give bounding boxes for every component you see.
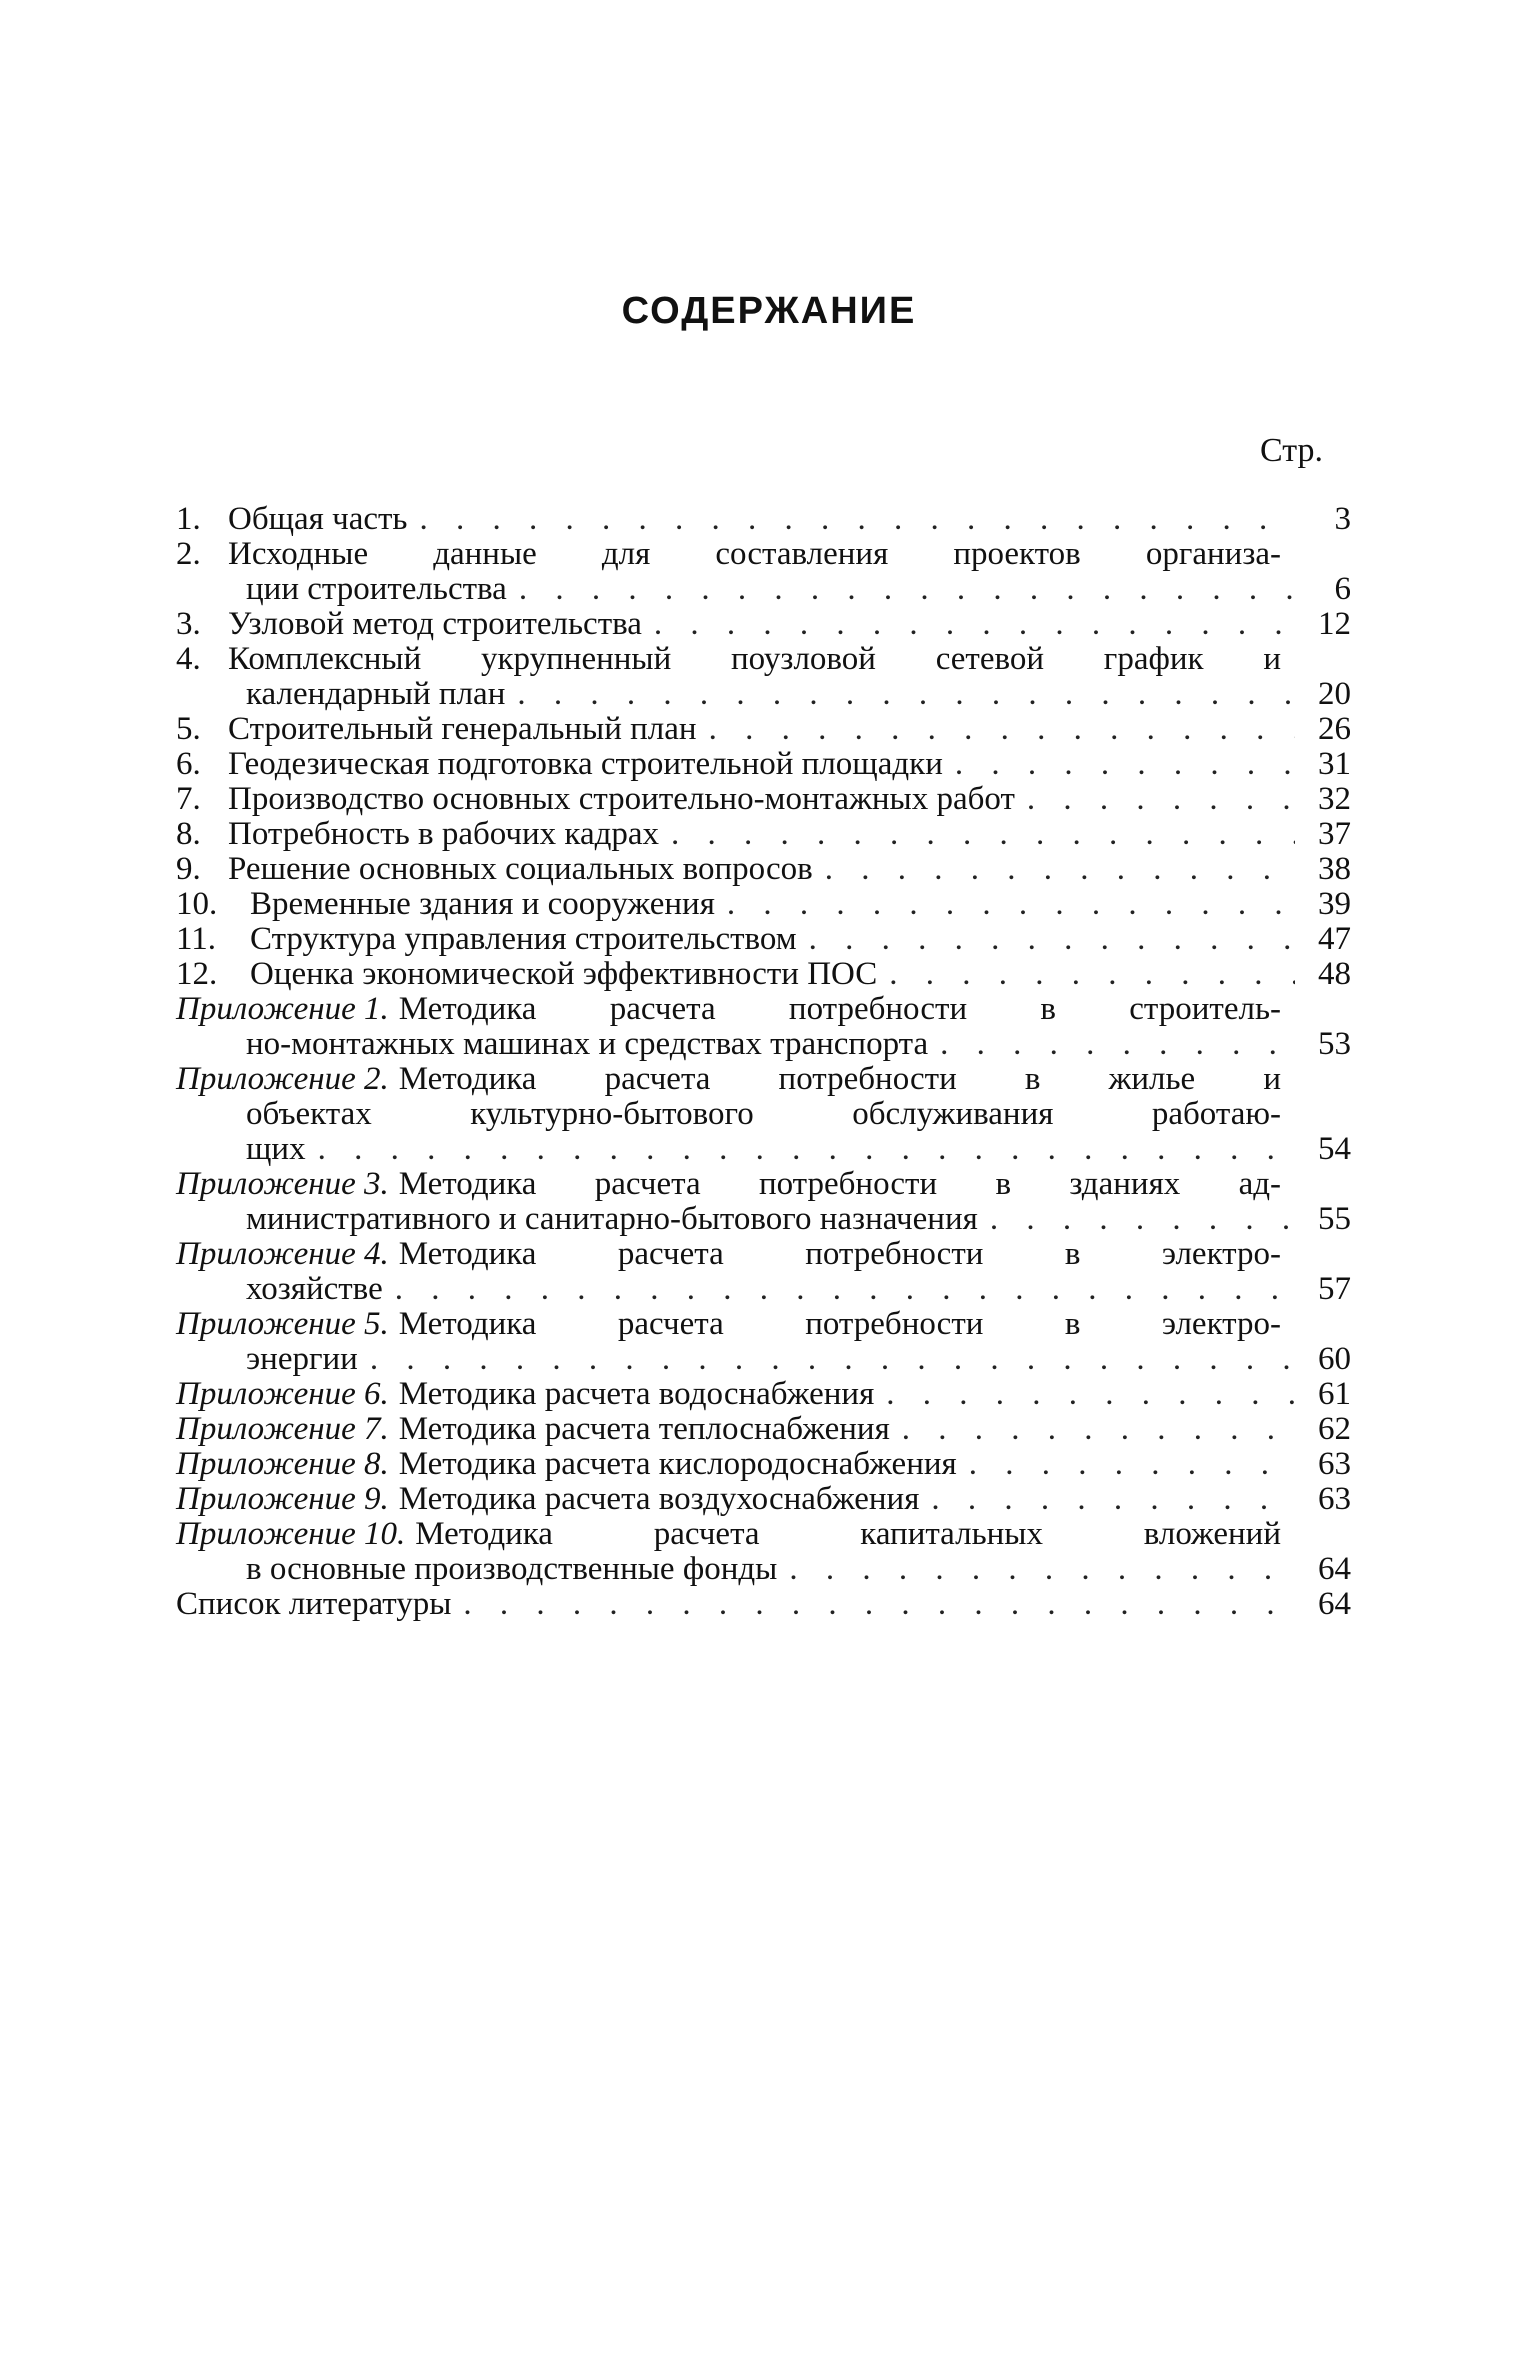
table-of-contents xyxy=(176,502,1351,1622)
toc-entry[interactable] xyxy=(176,992,1351,1062)
appendix-label: Приложение 10. xyxy=(176,1516,406,1552)
toc-entry-line xyxy=(176,852,1351,887)
dot-leader xyxy=(517,677,1295,712)
dot-leader xyxy=(940,1027,1295,1062)
toc-entry[interactable] xyxy=(176,1517,1351,1587)
toc-entry[interactable] xyxy=(176,607,1351,642)
entry-number: 12. xyxy=(176,956,218,992)
entry-text: энергии xyxy=(246,1341,358,1377)
toc-entry[interactable] xyxy=(176,502,1351,537)
toc-entry-line xyxy=(176,992,1351,1027)
dot-leader xyxy=(955,747,1295,782)
toc-entry[interactable] xyxy=(176,1307,1351,1377)
entry-page-number: 32 xyxy=(1318,781,1351,817)
appendix-label: Приложение 2. xyxy=(176,1061,389,1097)
entry-text: Узловой метод строительства xyxy=(228,606,642,642)
entry-text: Решение основных социальных вопросов xyxy=(228,851,813,887)
toc-entry-line xyxy=(176,502,1351,537)
entry-text: Методика расчета потребности в строитель- xyxy=(398,991,1281,1027)
toc-entry-line xyxy=(176,1377,1351,1412)
entry-text: Методика расчета теплоснабжения xyxy=(398,1411,890,1447)
entry-number: 11. xyxy=(176,921,217,957)
entry-page-number: 64 xyxy=(1318,1586,1351,1622)
entry-text: Оценка экономической эффективности ПОС xyxy=(250,956,878,992)
toc-entry-line xyxy=(176,1342,1351,1377)
entry-page-number: 20 xyxy=(1318,676,1351,712)
dot-leader xyxy=(519,572,1295,607)
toc-entry-line xyxy=(176,1167,1351,1202)
entry-page-number: 48 xyxy=(1318,956,1351,992)
toc-entry[interactable] xyxy=(176,537,1351,607)
entry-text: Методика расчета потребности в электро- xyxy=(398,1236,1281,1272)
toc-entry-line xyxy=(176,1447,1351,1482)
toc-entry-line xyxy=(176,607,1351,642)
toc-entry-line xyxy=(176,1412,1351,1447)
toc-entry-line xyxy=(176,1552,1351,1587)
toc-entry[interactable] xyxy=(176,747,1351,782)
toc-entry-line xyxy=(176,1517,1351,1552)
entry-page-number: 61 xyxy=(1318,1376,1351,1412)
toc-entry-line xyxy=(176,1132,1351,1167)
entry-page-number: 54 xyxy=(1318,1131,1351,1167)
appendix-label: Приложение 1. xyxy=(176,991,389,1027)
dot-leader xyxy=(419,502,1295,537)
entry-text: Методика расчета потребности в жилье и xyxy=(398,1061,1281,1097)
dot-leader xyxy=(809,922,1295,957)
entry-text: министративного и санитарно-бытового назначения xyxy=(246,1201,978,1237)
toc-entry-line xyxy=(176,1307,1351,1342)
entry-number: 2. xyxy=(176,536,201,572)
appendix-label: Приложение 4. xyxy=(176,1236,389,1272)
entry-page-number: 39 xyxy=(1318,886,1351,922)
entry-page-number: 63 xyxy=(1318,1481,1351,1517)
toc-entry[interactable] xyxy=(176,1412,1351,1447)
entry-page-number: 12 xyxy=(1318,606,1351,642)
toc-entry-line xyxy=(176,1202,1351,1237)
entry-text: Строительный генеральный план xyxy=(228,711,697,747)
dot-leader xyxy=(463,1587,1295,1622)
toc-entry-line xyxy=(176,1097,1351,1132)
toc-entry-line xyxy=(176,817,1351,852)
entry-text: в основные производственные фонды xyxy=(246,1551,778,1587)
dot-leader xyxy=(969,1447,1295,1482)
entry-text: Общая часть xyxy=(228,501,408,537)
entry-page-number: 64 xyxy=(1318,1551,1351,1587)
appendix-label: Приложение 9. xyxy=(176,1481,389,1517)
appendix-label: Приложение 6. xyxy=(176,1376,389,1412)
entry-text: Исходные данные для составления проектов организа- xyxy=(228,536,1281,572)
toc-entry[interactable] xyxy=(176,1482,1351,1517)
toc-entry-line xyxy=(176,642,1351,677)
entry-page-number: 62 xyxy=(1318,1411,1351,1447)
entry-page-number: 57 xyxy=(1318,1271,1351,1307)
entry-number: 4. xyxy=(176,641,201,677)
toc-entry[interactable] xyxy=(176,712,1351,747)
entry-page-number: 26 xyxy=(1318,711,1351,747)
entry-text: Структура управления строительством xyxy=(250,921,797,957)
entry-page-number: 63 xyxy=(1318,1446,1351,1482)
entry-text: щих xyxy=(246,1131,306,1167)
toc-entry-line xyxy=(176,677,1351,712)
dot-leader xyxy=(789,1552,1295,1587)
entry-text: ции строительства xyxy=(246,571,507,607)
entry-text: Комплексный укрупненный поузловой сетевой график и xyxy=(228,641,1281,677)
entry-text: календарный план xyxy=(246,676,506,712)
dot-leader xyxy=(990,1202,1295,1237)
toc-entry-line xyxy=(176,747,1351,782)
toc-entry[interactable] xyxy=(176,1062,1351,1167)
toc-entry-line xyxy=(176,887,1351,922)
toc-entry[interactable] xyxy=(176,887,1351,922)
entry-page-number: 6 xyxy=(1334,571,1351,607)
page-column-header: Стр. xyxy=(1260,432,1324,469)
entry-page-number: 53 xyxy=(1318,1026,1351,1062)
dot-leader xyxy=(1027,782,1295,817)
appendix-label: Приложение 3. xyxy=(176,1166,389,1202)
entry-number: 3. xyxy=(176,606,201,642)
entry-page-number: 38 xyxy=(1318,851,1351,887)
appendix-label: Приложение 5. xyxy=(176,1306,389,1342)
entry-number: 8. xyxy=(176,816,201,852)
entry-text: Методика расчета капитальных вложений xyxy=(415,1516,1281,1552)
entry-text: но-монтажных машинах и средствах транспорта xyxy=(246,1026,929,1062)
dot-leader xyxy=(709,712,1295,747)
entry-page-number: 31 xyxy=(1318,746,1351,782)
entry-number: 5. xyxy=(176,711,201,747)
toc-entry-line xyxy=(176,1482,1351,1517)
appendix-label: Приложение 8. xyxy=(176,1446,389,1482)
dot-leader xyxy=(727,887,1295,922)
entry-text: объектах культурно-бытового обслуживания работаю- xyxy=(246,1096,1281,1132)
entry-text: хозяйстве xyxy=(246,1271,383,1307)
toc-entry-line xyxy=(176,1027,1351,1062)
toc-entry-line xyxy=(176,712,1351,747)
page-title: СОДЕРЖАНИЕ xyxy=(621,290,917,332)
entry-number: 1. xyxy=(176,501,201,537)
entry-text: Временные здания и сооружения xyxy=(250,886,715,922)
toc-entry-line xyxy=(176,1272,1351,1307)
entry-page-number: 47 xyxy=(1318,921,1351,957)
dot-leader xyxy=(654,607,1295,642)
dot-leader xyxy=(825,852,1295,887)
dot-leader xyxy=(931,1482,1295,1517)
entry-number: 6. xyxy=(176,746,201,782)
entry-text: Методика расчета потребности в электро- xyxy=(398,1306,1281,1342)
entry-text: Методика расчета воздухоснабжения xyxy=(398,1481,920,1517)
toc-entry-line xyxy=(176,922,1351,957)
toc-entry[interactable] xyxy=(176,1167,1351,1237)
entry-page-number: 37 xyxy=(1318,816,1351,852)
toc-entry[interactable] xyxy=(176,1237,1351,1307)
toc-entry[interactable] xyxy=(176,1587,1351,1622)
toc-entry[interactable] xyxy=(176,817,1351,852)
entry-text: Методика расчета кислородоснабжения xyxy=(398,1446,957,1482)
toc-entry[interactable] xyxy=(176,782,1351,817)
entry-text: Список литературы xyxy=(176,1586,452,1622)
dot-leader xyxy=(318,1132,1295,1167)
toc-entry-line xyxy=(176,572,1351,607)
toc-entry-line xyxy=(176,1237,1351,1272)
toc-entry-line xyxy=(176,537,1351,572)
toc-entry-line xyxy=(176,1587,1351,1622)
entry-text: Методика расчета водоснабжения xyxy=(398,1376,875,1412)
entry-page-number: 55 xyxy=(1318,1201,1351,1237)
entry-text: Геодезическая подготовка строительной площадки xyxy=(228,746,943,782)
dot-leader xyxy=(395,1272,1295,1307)
entry-number: 7. xyxy=(176,781,201,817)
dot-leader xyxy=(889,957,1295,992)
toc-entry[interactable] xyxy=(176,642,1351,712)
dot-leader xyxy=(886,1377,1295,1412)
dot-leader xyxy=(370,1342,1295,1377)
entry-number: 10. xyxy=(176,886,218,922)
entry-number: 9. xyxy=(176,851,201,887)
entry-page-number: 60 xyxy=(1318,1341,1351,1377)
entry-page-number: 3 xyxy=(1334,501,1351,537)
toc-entry-line xyxy=(176,1062,1351,1097)
dot-leader xyxy=(671,817,1295,852)
appendix-label: Приложение 7. xyxy=(176,1411,389,1447)
dot-leader xyxy=(902,1412,1295,1447)
toc-entry[interactable] xyxy=(176,957,1351,992)
toc-entry[interactable] xyxy=(176,852,1351,887)
entry-text: Потребность в рабочих кадрах xyxy=(228,816,660,852)
toc-entry[interactable] xyxy=(176,922,1351,957)
toc-entry[interactable] xyxy=(176,1377,1351,1412)
toc-entry[interactable] xyxy=(176,1447,1351,1482)
toc-entry-line xyxy=(176,957,1351,992)
toc-entry-line xyxy=(176,782,1351,817)
entry-text: Производство основных строительно-монтажных работ xyxy=(228,781,1015,817)
entry-text: Методика расчета потребности в зданиях ад- xyxy=(398,1166,1281,1202)
